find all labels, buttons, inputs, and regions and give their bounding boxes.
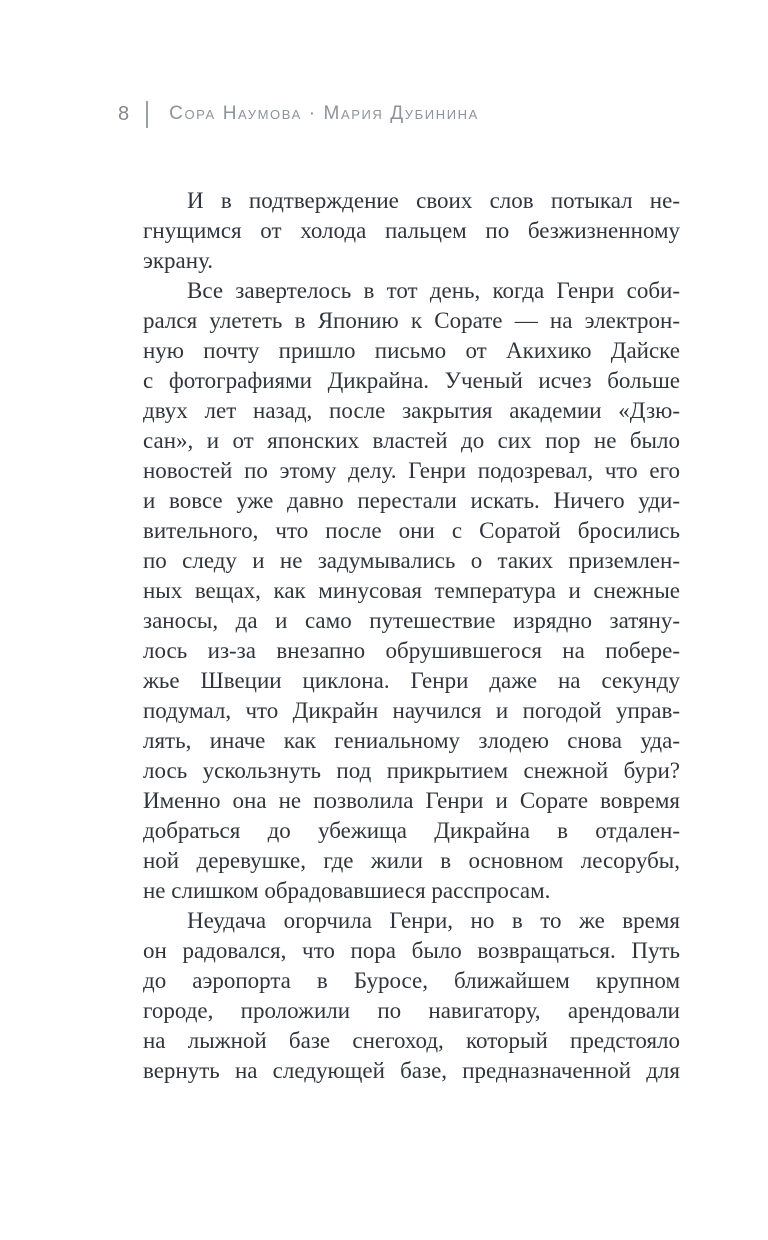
body-text-block — [143, 186, 680, 1086]
text-line: Все завертелось в тот день, когда Генри соби- — [187, 278, 680, 303]
text-line: Неудача огорчила Генри, но в то же время — [187, 908, 680, 933]
text-line: городе, проложили по навигатору, арендовали — [143, 998, 680, 1023]
text-line: лось ускользнуть под прикрытием снежной бури? — [143, 758, 680, 783]
text-line: рался улететь в Японию к Сорате — на электрон- — [143, 308, 680, 333]
text-line: с фотографиями Дикрайна. Ученый исчез больше — [143, 368, 680, 393]
text-line: заносы, да и само путешествие изрядно затяну- — [143, 608, 680, 633]
text-line: жье Швеции циклона. Генри даже на секунду — [143, 668, 680, 693]
text-line: вительного, что после они с Соратой бросились — [143, 518, 680, 543]
running-head — [118, 98, 479, 130]
text-line: до аэропорта в Буросе, ближайшем крупном — [143, 968, 680, 993]
text-line: ных вещах, как минусовая температура и снежные — [143, 578, 680, 603]
page-number: 8 — [118, 102, 131, 125]
text-line: он радовался, что пора было возвращаться. Путь — [143, 938, 680, 963]
text-line: подумал, что Дикрайн научился и погодой управ- — [143, 698, 680, 723]
text-line: лось из-за внезапно обрушившегося на побере- — [143, 638, 680, 663]
text-line: экрану. — [143, 248, 214, 273]
text-line: ной деревушке, где жили в основном лесорубы, — [143, 848, 680, 873]
text-line: лять, иначе как гениальному злодею снова уда- — [143, 728, 680, 753]
header-divider-rule — [146, 101, 148, 128]
text-line: сан», и от японских властей до сих пор не было — [143, 428, 680, 453]
running-head-authors: Сора Наумова · Мария Дубинина — [169, 103, 479, 124]
text-line: двух лет назад, после закрытия академии «Дзю- — [143, 398, 680, 423]
text-line: И в подтверждение своих слов потыкал не- — [187, 188, 680, 213]
text-line: на лыжной базе снегоход, который предстояло — [143, 1028, 680, 1053]
text-line: добраться до убежища Дикрайна в отдален- — [143, 818, 680, 843]
text-line: по следу и не задумывались о таких приземлен- — [143, 548, 680, 573]
text-line: новостей по этому делу. Генри подозревал, что его — [143, 458, 680, 483]
text-line: и вовсе уже давно перестали искать. Ничего уди- — [143, 488, 680, 513]
text-line: Именно она не позволила Генри и Сорате вовремя — [143, 788, 680, 813]
text-line: не слишком обрадовавшиеся расспросам. — [143, 878, 551, 903]
text-line: вернуть на следующей базе, предназначенной для — [143, 1058, 680, 1083]
text-line: гнущимся от холода пальцем по безжизненному — [143, 218, 680, 243]
text-line: ную почту пришло письмо от Акихико Дайске — [143, 338, 680, 363]
